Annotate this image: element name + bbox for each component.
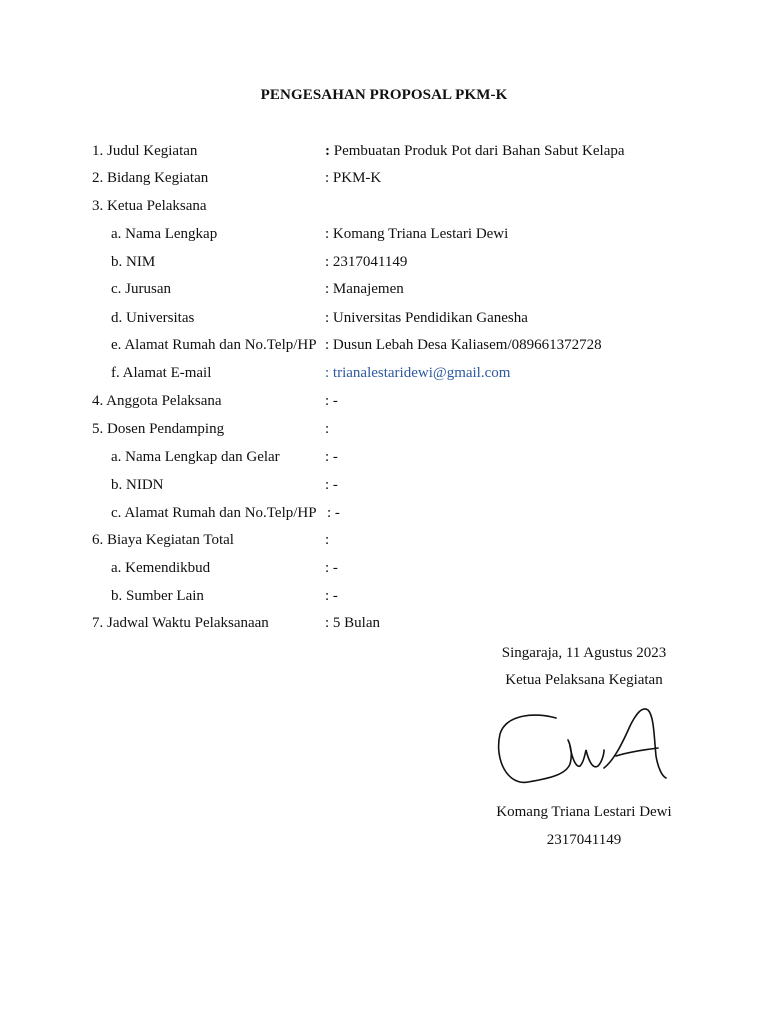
field-label: a. Nama Lengkap [111, 226, 218, 242]
field-label: b. NIM [111, 254, 156, 270]
field-row-alamat [0, 334, 768, 356]
field-row-email [0, 362, 768, 384]
field-row-universitas [0, 307, 768, 329]
document-title: PENGESAHAN PROPOSAL PKM-K [260, 87, 508, 103]
field-value: : PKM-K [325, 170, 382, 186]
field-label: 2. Bidang Kegiatan [92, 170, 209, 186]
field-label: 1. Judul Kegiatan [92, 143, 198, 159]
field-value: : - [325, 393, 338, 409]
field-label: 3. Ketua Pelaksana [92, 198, 207, 214]
field-row-dosen [0, 418, 768, 440]
field-label: b. NIDN [111, 477, 164, 493]
signature-role: Ketua Pelaksana Kegiatan [505, 672, 663, 688]
field-value: : - [325, 560, 338, 576]
field-value: : Pembuatan Produk Pot dari Bahan Sabut Kelapa [325, 143, 625, 159]
field-label: e. Alamat Rumah dan No.Telp/HP [111, 337, 317, 353]
field-value: : 5 Bulan [325, 615, 381, 631]
field-label: 4. Anggota Pelaksana [92, 393, 222, 409]
field-value: : - [327, 505, 340, 521]
signature-id: 2317041149 [546, 832, 622, 848]
field-value: : Komang Triana Lestari Dewi [325, 226, 509, 242]
field-label: d. Universitas [111, 310, 195, 326]
field-value: : Dusun Lebah Desa Kaliasem/089661372728 [325, 337, 602, 353]
field-row-anggota [0, 390, 768, 412]
field-value: : - [325, 477, 338, 493]
field-row-nidn [0, 474, 768, 496]
field-label: 6. Biaya Kegiatan Total [92, 532, 234, 548]
field-label: a. Nama Lengkap dan Gelar [111, 449, 280, 465]
field-row-nama-gelar [0, 446, 768, 468]
field-value: : - [325, 449, 338, 465]
field-row-sumber-lain [0, 585, 768, 607]
signature-name: Komang Triana Lestari Dewi [496, 804, 672, 820]
field-value: : 2317041149 [325, 254, 408, 270]
field-value: : - [325, 588, 338, 604]
field-row-kemendikbud [0, 557, 768, 579]
field-row-bidang [0, 167, 768, 189]
field-label: b. Sumber Lain [111, 588, 204, 604]
field-row-alamat-dosen [0, 502, 768, 524]
field-row-jadwal [0, 612, 768, 634]
field-label: a. Kemendikbud [111, 560, 211, 576]
field-value: : [325, 421, 330, 437]
handwritten-signature [496, 704, 668, 788]
signature-place-date: Singaraja, 11 Agustus 2023 [501, 645, 667, 661]
field-row-biaya [0, 529, 768, 551]
field-value: : Universitas Pendidikan Ganesha [325, 310, 528, 326]
field-row-nama [0, 223, 768, 245]
field-label: 7. Jadwal Waktu Pelaksanaan [92, 615, 269, 631]
field-label: c. Jurusan [111, 281, 171, 297]
field-row-nim [0, 251, 768, 273]
field-label: c. Alamat Rumah dan No.Telp/HP [111, 505, 317, 521]
field-label: 5. Dosen Pendamping [92, 421, 225, 437]
field-label: f. Alamat E-mail [111, 365, 212, 381]
email-link[interactable]: : trianalestaridewi@gmail.com [325, 365, 511, 381]
field-row-jurusan [0, 278, 768, 300]
field-value: : Manajemen [325, 281, 404, 297]
field-row-ketua [0, 195, 768, 217]
field-value: : [325, 532, 330, 548]
field-row-judul [0, 140, 768, 162]
